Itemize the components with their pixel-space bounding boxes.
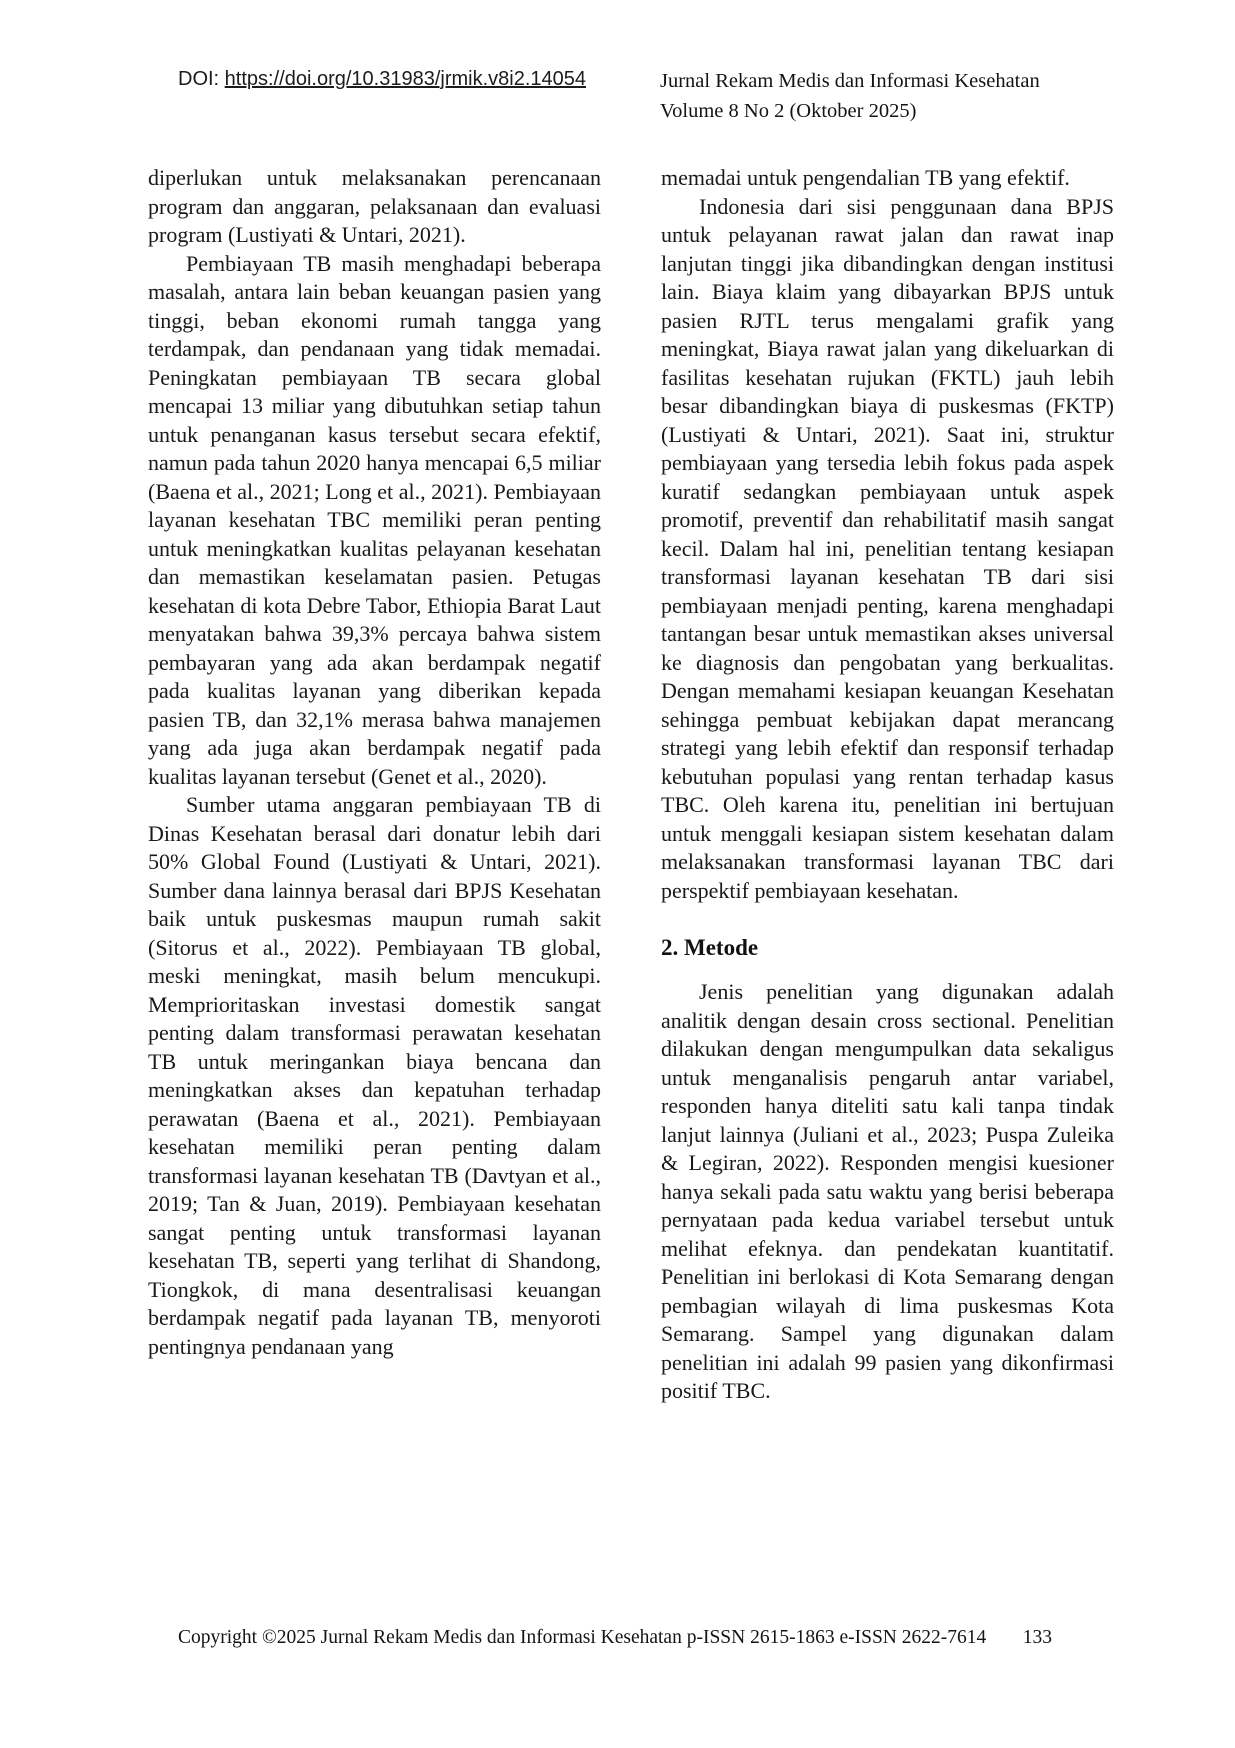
journal-header-block bbox=[660, 66, 1115, 126]
doi-label: DOI: bbox=[178, 68, 225, 90]
journal-volume: Volume 8 No 2 (Oktober 2025) bbox=[660, 100, 917, 122]
journal-name: Jurnal Rekam Medis dan Informasi Kesehatan bbox=[660, 70, 1040, 92]
page-header bbox=[178, 66, 1115, 126]
paragraph: Pembiayaan TB masih menghadapi beberapa masalah, antara lain beban keuangan pasien yang tinggi, beban ekonomi rumah tangga yang terdampak, dan pendanaan yang tidak memadai. Peningkatan pembiayaan TB secara global mencapai 13 miliar yang dibutuhkan setiap tahun untuk penanganan kasus tersebut secara efektif, namun pada tahun 2020 hanya mencapai 6,5 miliar (Baena et al., 2021; Long et al., 2021). Pembiayaan layanan kesehatan TBC memiliki peran penting untuk meningkatkan kualitas pelayanan kesehatan dan memastikan keselamatan pasien. Petugas kesehatan di kota Debre Tabor, Ethiopia Barat Laut menyatakan bahwa 39,3% percaya bahwa sistem pembayaran yang ada akan berdampak negatif pada kualitas layanan yang diberikan kepada pasien TB, dan 32,1% merasa bahwa manajemen yang ada juga akan berdampak negatif pada kualitas layanan tersebut (Genet et al., 2020). bbox=[148, 250, 601, 789]
left-column bbox=[148, 164, 601, 1406]
paragraph: memadai untuk pengendalian TB yang efektif. bbox=[661, 165, 1070, 190]
page-footer bbox=[178, 1626, 1052, 1650]
method-section-heading: 2. Metode bbox=[661, 935, 759, 960]
paragraph: Sumber utama anggaran pembiayaan TB di Dinas Kesehatan berasal dari donatur lebih dari 50% Global Found (Lustiyati & Untari, 2021). Sumber dana lainnya berasal dari BPJS Kesehatan baik untuk puskesmas maupun rumah sakit (Sitorus et al., 2022). Pembiayaan TB global, meski meningkat, masih belum mencukupi. Memprioritaskan investasi domestik sangat penting dalam transformasi perawatan kesehatan TB untuk meringankan biaya bencana dan meningkatkan akses dan kepatuhan terhadap perawatan (Baena et al., 2021). Pembiayaan kesehatan memiliki peran penting dalam transformasi layanan kesehatan TB (Davtyan et al., 2019; Tan & Juan, 2019). Pembiayaan kesehatan sangat penting untuk transformasi layanan kesehatan TB, seperti yang terlihat di Shandong, Tiongkok, di mana desentralisasi keuangan berdampak negatif pada layanan TB, menyoroti pentingnya pendanaan yang bbox=[148, 792, 601, 1359]
paragraph: Jenis penelitian yang digunakan adalah analitik dengan desain cross sectional. Penelitian dilakukan dengan mengumpulkan data sekaligus untuk menganalisis pengaruh antar variabel, responden hanya diteliti satu kali tanpa tindak lanjut lainnya (Juliani et al., 2023; Puspa Zuleika & Legiran, 2022). Responden mengisi kuesioner hanya sekali pada satu waktu yang berisi beberapa pernyataan pada kedua variabel tersebut untuk melihat efeknya. dan pendekatan kuantitatif. Penelitian ini berlokasi di Kota Semarang dengan pembagian wilayah di lima puskesmas Kota Semarang. Sampel yang digunakan dalam penelitian ini adalah 99 pasien yang dikonfirmasi positif TBC. bbox=[661, 979, 1114, 1403]
doi-link[interactable]: https://doi.org/10.31983/jrmik.v8i2.14054 bbox=[224, 68, 587, 90]
right-column bbox=[661, 164, 1114, 1406]
article-body bbox=[148, 164, 1115, 1406]
doi-line bbox=[178, 66, 586, 92]
copyright-line: Copyright ©2025 Jurnal Rekam Medis dan Informasi Kesehatan p-ISSN 2615-1863 e-ISSN 2622-7614 bbox=[178, 1627, 987, 1648]
paragraph: diperlukan untuk melaksanakan perencanaan program dan anggaran, pelaksanaan dan evaluasi program (Lustiyati & Untari, 2021). bbox=[148, 165, 601, 247]
paragraph: Indonesia dari sisi penggunaan dana BPJS untuk pelayanan rawat jalan dan rawat inap lanjutan tinggi jika dibandingkan dengan institusi lain. Biaya klaim yang dibayarkan BPJS untuk pasien RJTL terus mengalami grafik yang meningkat, Biaya rawat jalan yang dikeluarkan di fasilitas kesehatan rujukan (FKTL) jauh lebih besar dibandingkan biaya di puskesmas (FKTP) (Lustiyati & Untari, 2021). Saat ini, struktur pembiayaan yang tersedia lebih fokus pada aspek kuratif sedangkan pembiayaan untuk aspek promotif, preventif dan rehabilitatif masih sangat kecil. Dalam hal ini, penelitian tentang kesiapan transformasi layanan kesehatan TB dari sisi pembiayaan menjadi penting, karena menghadapi tantangan besar untuk memastikan akses universal ke diagnosis dan pengobatan yang berkualitas. Dengan memahami kesiapan keuangan Kesehatan sehingga pembuat kebijakan dapat merancang strategi yang lebih efektif dan responsif terhadap kebutuhan populasi yang rentan terhadap kasus TBC. Oleh karena itu, penelitian ini bertujuan untuk menggali kesiapan sistem kesehatan dalam melaksanakan transformasi layanan TBC dari perspektif pembiayaan kesehatan. bbox=[661, 193, 1114, 903]
page-number: 133 bbox=[1022, 1627, 1052, 1648]
